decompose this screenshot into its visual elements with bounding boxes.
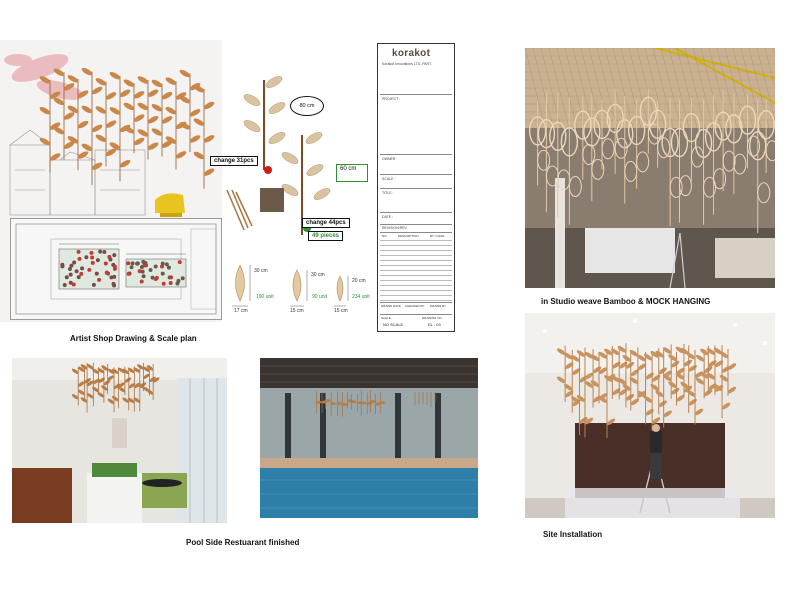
brand-name: korakot bbox=[392, 48, 431, 59]
dim-80cm: 80 cm bbox=[290, 96, 324, 116]
lobby-scene bbox=[12, 358, 227, 523]
dim-label: 17 cm bbox=[234, 308, 248, 314]
dim-label: 15 cm bbox=[334, 308, 348, 314]
dim-label: 190 unit bbox=[256, 294, 274, 300]
owner-label: OWNER : bbox=[382, 157, 398, 161]
scale-plan bbox=[10, 218, 222, 320]
drawn-date-label: DRAWN DATE bbox=[381, 304, 401, 308]
drawing-no-label: DRAWING NO. bbox=[422, 316, 443, 320]
drawn-by-label: DRAWN BY bbox=[430, 304, 447, 308]
scale-drawings bbox=[214, 60, 372, 314]
scale-label: SCALE : bbox=[382, 177, 396, 181]
title-label: TITLE : bbox=[382, 191, 394, 195]
site-photo bbox=[525, 313, 775, 518]
col-by-date: BY / DATE bbox=[430, 234, 445, 238]
col-description: DESCRIPTION bbox=[398, 234, 419, 238]
caption-studio: in Studio weave Bamboo & MOCK HANGING bbox=[541, 297, 711, 306]
dim-label: 30 cm bbox=[311, 272, 325, 278]
tag-49-pieces: 49 pieces bbox=[308, 231, 343, 241]
studio-scene bbox=[525, 48, 775, 288]
caption-site: Site Installation bbox=[543, 530, 603, 539]
scale-value: NO SCALE bbox=[383, 322, 404, 327]
dim-label: 234 unit bbox=[352, 294, 370, 300]
tag-change-31: change 31pcs bbox=[210, 156, 258, 166]
scale-foot-label: SCALE : bbox=[381, 316, 393, 320]
dim-label: 90 unit bbox=[312, 294, 328, 300]
box-60cm: 60 cm bbox=[336, 164, 368, 182]
project-label: PROJECT : bbox=[382, 97, 401, 101]
caption-pool-side: Pool Side Restuarant finished bbox=[186, 538, 300, 547]
title-block-sheet bbox=[377, 43, 455, 332]
pool-photo bbox=[260, 358, 478, 518]
company-name: Korakot Innovations LTD.,PART. bbox=[382, 62, 432, 66]
site-scene bbox=[525, 313, 775, 518]
caption-artist-shop: Artist Shop Drawing & Scale plan bbox=[70, 334, 197, 343]
col-no: NO. bbox=[382, 234, 388, 238]
dim-label: 15 cm bbox=[290, 308, 304, 314]
lobby-photo bbox=[12, 358, 227, 523]
drawing-no-value: EL - 03 bbox=[428, 322, 441, 327]
studio-photo bbox=[525, 48, 775, 288]
dim-label: 20 cm bbox=[352, 278, 366, 284]
checked-by-label: CHECKED BY bbox=[405, 304, 425, 308]
plan-drawing bbox=[11, 219, 221, 319]
revision-label: REVISION/REV bbox=[382, 226, 407, 230]
pool-scene bbox=[260, 358, 478, 518]
dim-label: 30 cm bbox=[254, 268, 268, 274]
date-label: DATE : bbox=[382, 215, 394, 219]
tag-change-44: change 44pcs bbox=[302, 218, 350, 228]
